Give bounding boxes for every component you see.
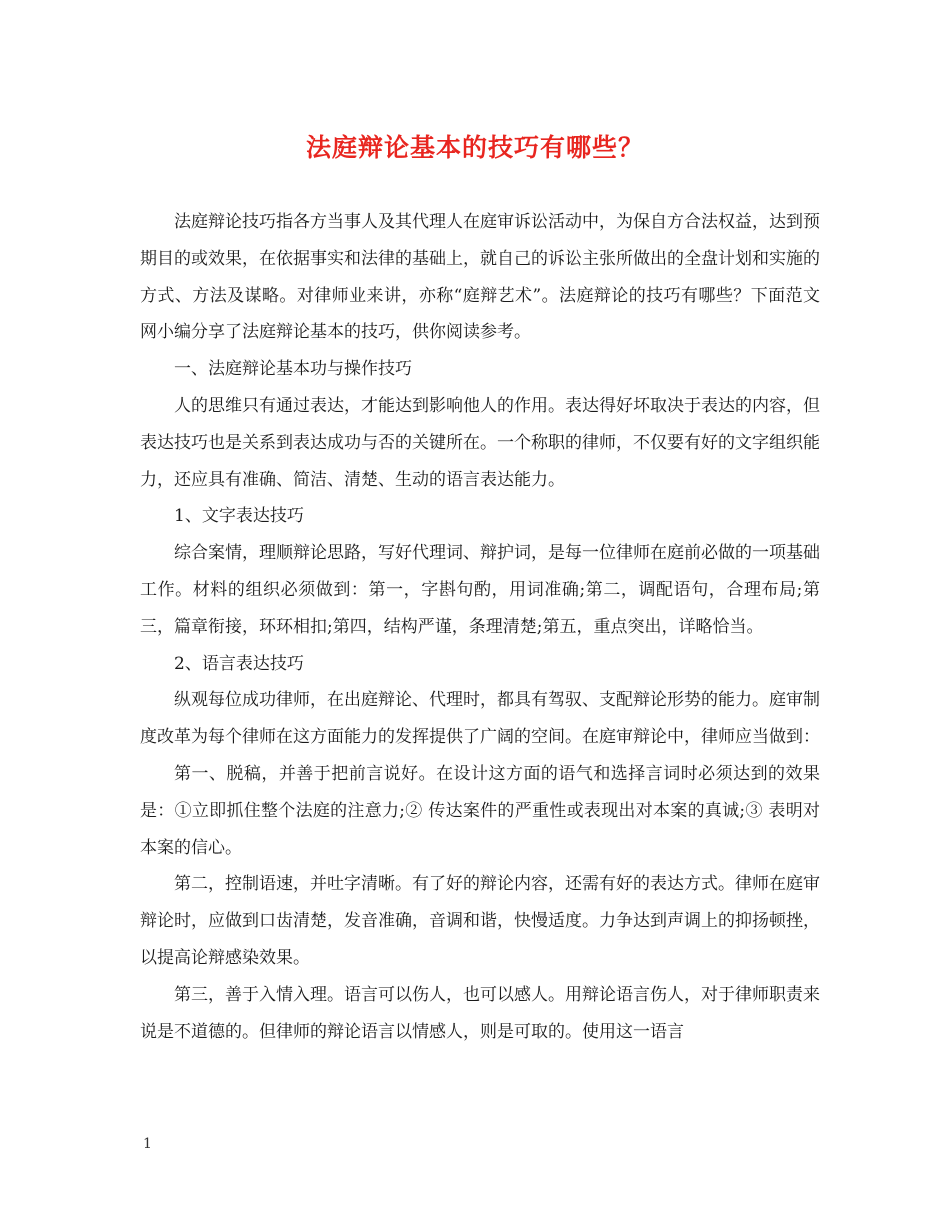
- page-number: 1: [143, 1136, 152, 1152]
- paragraph-expression: 人的思维只有通过表达，才能达到影响他人的作用。表达得好坏取决于表达的内容，但表达技巧也是关系到表达成功与否的关键所在。一个称职的律师，不仅要有好的文字组织能力，还应具有准确、简洁、清楚、生动的语言表达能力。: [140, 395, 820, 490]
- paragraph-point-2: 第二，控制语速，并吐字清晰。有了好的辩论内容，还需有好的表达方式。律师在庭审辩论时，应做到口齿清楚，发音准确，音调和谐，快慢适度。力争达到声调上的抑扬顿挫，以提高论辩感染效果。: [140, 874, 820, 968]
- section-heading-1: 一、法庭辩论基本功与操作技巧: [174, 359, 412, 380]
- paragraph-text-skills: 综合案情，理顺辩论思路，写好代理词、辩护词，是每一位律师在庭前必做的一项基础工作。材料的组织必须做到：第一，字斟句酌，用词准确;第二，调配语句，合理布局;第三，篇章衔接，环环相扣;第四，结构严谨，条理清楚;第五，重点突出，详略恰当。: [140, 543, 820, 637]
- subheading-language-skills: 2、语言表达技巧: [174, 653, 304, 674]
- document-body: [140, 204, 820, 1050]
- paragraph-point-1: 第一、脱稿，并善于把前言说好。在设计这方面的语气和选择言词时必须达到的效果是：①立即抓住整个法庭的注意力;② 传达案件的严重性或表现出对本案的真诚;③ 表明对本案的信心。: [140, 763, 820, 858]
- subheading-text-skills: 1、文字表达技巧: [174, 506, 304, 527]
- paragraph-intro: 法庭辩论技巧指各方当事人及其代理人在庭审诉讼活动中，为保自方合法权益，达到预期目的或效果，在依据事实和法律的基础上，就自己的诉讼主张所做出的全盘计划和实施的方式、方法及谋略。对律师业来讲，亦称“庭辩艺术”。法庭辩论的技巧有哪些？下面范文网小编分享了法庭辩论基本的技巧，供你阅读参考。: [140, 212, 820, 343]
- paragraph-language-skills: 纵观每位成功律师，在出庭辩论、代理时，都具有驾驭、支配辩论形势的能力。庭审制度改革为每个律师在这方面能力的发挥提供了广阔的空间。在庭审辩论中，律师应当做到：: [140, 690, 820, 748]
- paragraph-point-3: 第三，善于入情入理。语言可以伤人，也可以感人。用辩论语言伤人，对于律师职责来说是不道德的。但律师的辩论语言以情感人，则是可取的。使用这一语言: [140, 984, 820, 1042]
- document-title: 法庭辩论基本的技巧有哪些？: [305, 133, 644, 162]
